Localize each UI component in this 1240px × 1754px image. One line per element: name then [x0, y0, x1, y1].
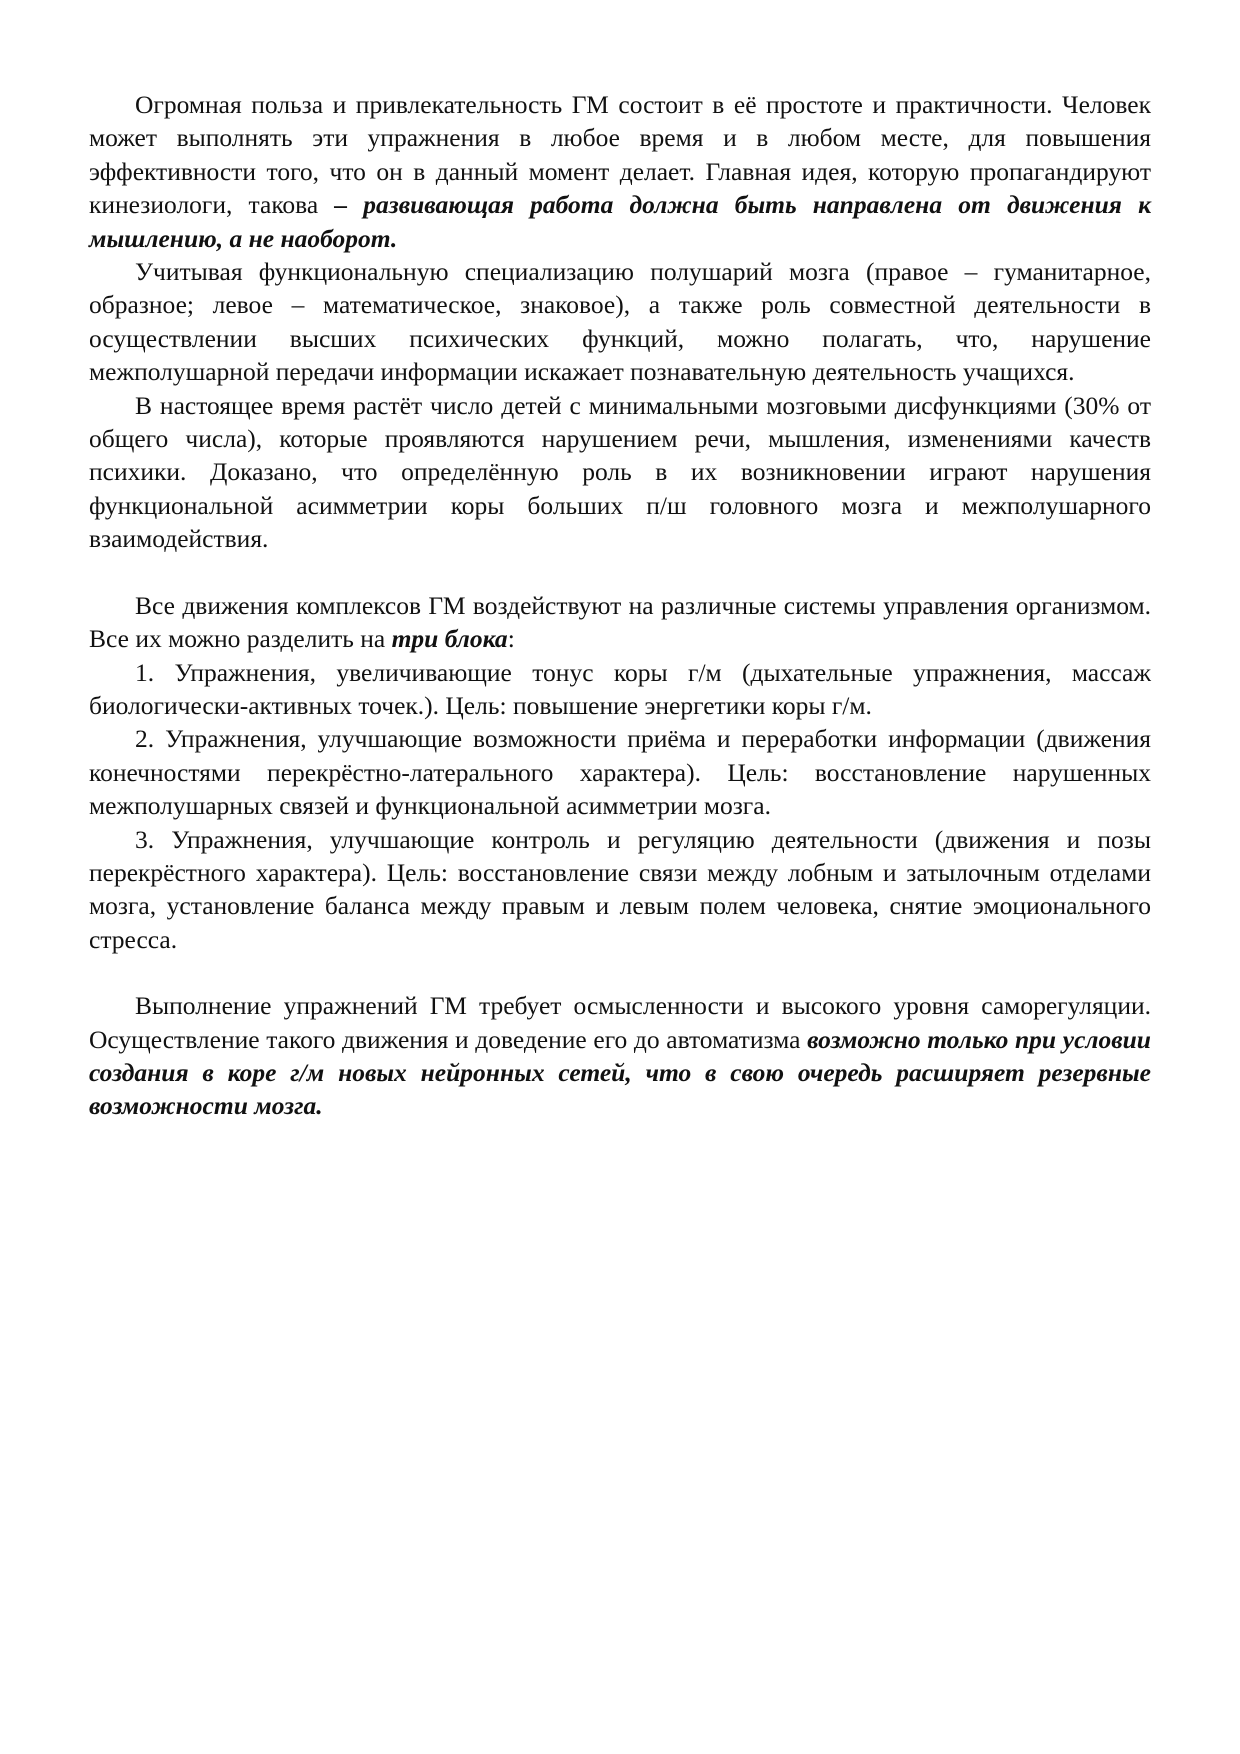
- paragraph-spacer: [89, 556, 1151, 589]
- paragraph-self-regulation-emphasis: возможно только при условии создания в коре г/м новых нейронных сетей, что в свою очередь расширяет резервные возможности мозга.: [89, 1024, 1151, 1121]
- list-item: [89, 823, 1151, 957]
- list-item: [89, 722, 1151, 822]
- paragraph-three-blocks-emphasis: три блока: [391, 624, 508, 654]
- paragraph-dysfunctions: [89, 389, 1151, 556]
- paragraph-three-blocks-tail: :: [507, 624, 515, 654]
- paragraph-self-regulation: [89, 989, 1151, 1123]
- paragraph-dysfunctions-text: В настоящее время растёт число детей с минимальными мозговыми дисфункциями (30% от общего числа), которые проявляются нарушением речи, мышления, изменениями качеств психики. Доказано, что определённую роль в их возникновении играют нарушения функциональной асимметрии коры больших п/ш головного мозга и межполушарного взаимодействия.: [89, 390, 1151, 554]
- paragraph-benefits-text: Огромная польза и привлекательность ГМ состоит в её простоте и практичности. Человек может выполнять эти упражнения в любое время и в любом месте, для повышения эффективности того, что он в данный момент делает. Главная идея, которую пропагандируют кинезиологи, такова: [89, 90, 1151, 220]
- list-item-text-1: 1. Упражнения, увеличивающие тонус коры г/м (дыхательные упражнения, массаж биологически-активных точек.). Цель: повышение энергетики коры г/м.: [89, 657, 1151, 720]
- paragraph-benefits: [89, 88, 1151, 255]
- document-page: [89, 88, 1151, 1123]
- paragraph-benefits-emphasis: – развивающая работа должна быть направлена от движения к мышлению, а не наоборот.: [89, 190, 1152, 253]
- paragraph-hemispheres: [89, 255, 1151, 389]
- paragraph-spacer: [89, 956, 1151, 989]
- list-item-text-3: 3. Упражнения, улучшающие контроль и регуляцию деятельности (движения и позы перекрёстного характера). Цель: восстановление связи между лобным и затылочным отделами мозга, установление баланса между правым и левым полем человека, снятие эмоционального стресса.: [89, 824, 1151, 954]
- paragraph-three-blocks-intro: [89, 589, 1151, 656]
- paragraph-hemispheres-text: Учитывая функциональную специализацию полушарий мозга (правое – гуманитарное, образное; левое – математическое, знаковое), а также роль совместной деятельности в осуществлении высших психических функций, можно полагать, что, нарушение межполушарной передачи информации искажает познавательную деятельность учащихся.: [89, 257, 1151, 387]
- list-item-text-2: 2. Упражнения, улучшающие возможности приёма и переработки информации (движения конечностями перекрёстно-латерального характера). Цель: восстановление нарушенных межполушарных связей и функциональной асимметрии мозга.: [89, 724, 1151, 821]
- list-item: [89, 656, 1151, 723]
- paragraph-self-regulation-text: Выполнение упражнений ГМ требует осмысленности и высокого уровня саморегуляции. Осуществление такого движения и доведение его до автоматизма: [89, 991, 1151, 1054]
- paragraph-three-blocks-text: Все движения комплексов ГМ воздействуют на различные системы управления организмом. Все их можно разделить на: [89, 590, 1151, 654]
